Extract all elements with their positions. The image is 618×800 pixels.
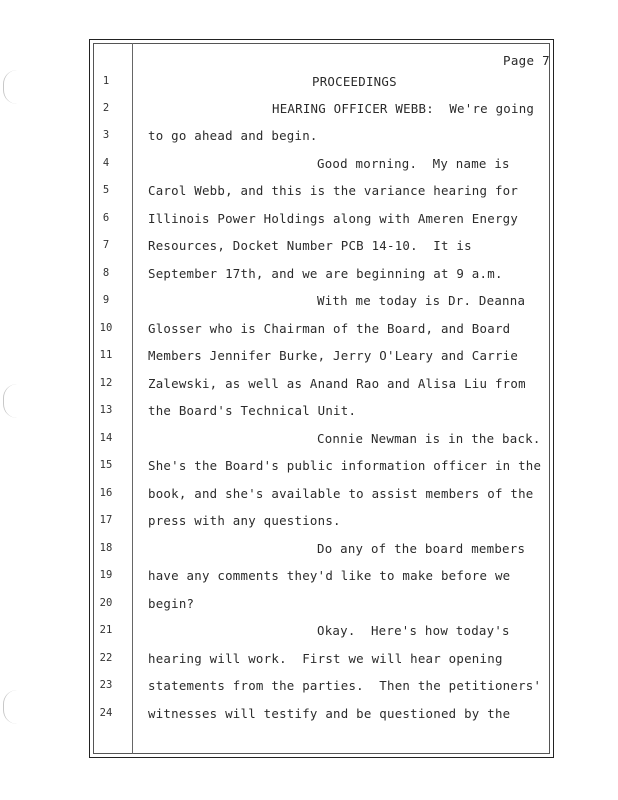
line-number: 12	[99, 377, 113, 389]
line-number-margin-rule	[132, 43, 133, 754]
transcript-line: hearing will work. First we will hear opening	[148, 651, 503, 666]
transcript-line: Do any of the board members	[317, 541, 526, 556]
transcript-line: witnesses will testify and be questioned by the	[148, 706, 511, 721]
line-number: 13	[99, 404, 113, 416]
line-number: 8	[102, 267, 110, 279]
transcript-line: the Board's Technical Unit.	[148, 403, 357, 418]
line-number: 10	[99, 322, 113, 334]
line-number: 24	[99, 707, 113, 719]
line-number: 18	[99, 542, 113, 554]
line-number: 11	[99, 349, 113, 361]
transcript-line: Glosser who is Chairman of the Board, and Board	[148, 321, 511, 336]
line-number: 3	[102, 129, 110, 141]
line-number: 4	[102, 157, 110, 169]
binder-hole-mark	[3, 384, 18, 418]
line-number: 17	[99, 514, 113, 526]
line-number: 9	[102, 294, 110, 306]
transcript-line: Zalewski, as well as Anand Rao and Alisa Liu from	[148, 376, 526, 391]
transcript-line: With me today is Dr. Deanna	[317, 293, 526, 308]
line-number: 19	[99, 569, 113, 581]
line-number: 15	[99, 459, 113, 471]
line-number: 14	[99, 432, 113, 444]
line-number: 2	[102, 102, 110, 114]
binder-hole-mark	[3, 690, 18, 724]
line-number: 7	[102, 239, 110, 251]
transcript-line: HEARING OFFICER WEBB: We're going	[272, 101, 535, 116]
transcript-line: begin?	[148, 596, 195, 611]
transcript-line: press with any questions.	[148, 513, 341, 528]
transcript-line: Carol Webb, and this is the variance hearing for	[148, 183, 519, 198]
line-number: 21	[99, 624, 113, 636]
transcript-line: Resources, Docket Number PCB 14-10. It is	[148, 238, 472, 253]
line-number: 23	[99, 679, 113, 691]
transcript-line: Members Jennifer Burke, Jerry O'Leary and Carrie	[148, 348, 519, 363]
transcript-line: have any comments they'd like to make before we	[148, 568, 511, 583]
page-number: Page 7	[503, 53, 550, 68]
line-number: 20	[99, 597, 113, 609]
line-number: 6	[102, 212, 110, 224]
line-number: 1	[102, 75, 110, 87]
transcript-line: book, and she's available to assist members of the	[148, 486, 534, 501]
transcript-line: PROCEEDINGS	[312, 74, 397, 89]
transcript-line: Connie Newman is in the back.	[317, 431, 541, 446]
transcript-line: September 17th, and we are beginning at 9 a.m.	[148, 266, 503, 281]
transcript-line: statements from the parties. Then the petitioners'	[148, 678, 542, 693]
transcript-line: Illinois Power Holdings along with Ameren Energy	[148, 211, 519, 226]
line-number: 5	[102, 184, 110, 196]
transcript-line: Okay. Here's how today's	[317, 623, 510, 638]
line-number: 16	[99, 487, 113, 499]
transcript-line: Good morning. My name is	[317, 156, 510, 171]
line-number: 22	[99, 652, 113, 664]
transcript-line: to go ahead and begin.	[148, 128, 318, 143]
binder-hole-mark	[3, 70, 18, 104]
transcript-line: She's the Board's public information officer in the	[148, 458, 542, 473]
